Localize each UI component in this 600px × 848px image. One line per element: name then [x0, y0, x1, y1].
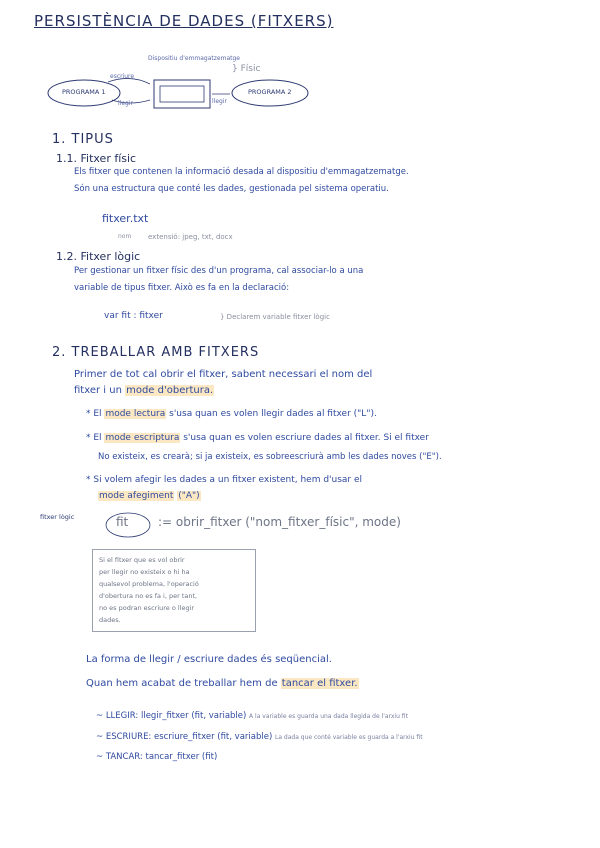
bullet-mode-lectura: * El mode lectura s'usa quan es volen llegir dades al fitxer ("L"). [86, 409, 377, 419]
filename-extension-note: extensió: jpeg, txt, docx [148, 233, 233, 241]
fitxer-logic-label: fitxer lògic [40, 513, 75, 521]
fit-variable: fit [116, 515, 129, 529]
op-escriure: ~ ESCRIURE: escriure_fitxer (fit, variable) La dada que conté variable es guarda a l'arxiu fit [96, 732, 423, 742]
mode-obertura-highlight: mode d'obertura. [126, 385, 214, 396]
op-llegir: ~ LLEGIR: llegir_fitxer (fit, variable) A la variable es guarda una dada llegida de l'arxiu fit [96, 711, 408, 721]
page-title: PERSISTÈNCIA DE DADES (FITXERS) [34, 12, 334, 30]
note-line: d'obertura no es fa i, per tant, [99, 592, 198, 600]
device-label: Dispositiu d'emmagatzematge [148, 55, 240, 62]
section1-2-heading: 1.2. Fitxer lògic [56, 250, 141, 263]
fisic-label: } Físic [232, 64, 261, 74]
bullet-mode-afegiment-cont: mode afegiment ("A") [99, 491, 200, 501]
llegir-label-left: llegir [118, 100, 133, 107]
section1-1-line2: Són una estructura que conté les dades, gestionada pel sistema operatiu. [74, 184, 389, 194]
note-line: Si el fitxer que es vol obrir [99, 556, 185, 564]
var-declaration: var fit : fitxer [104, 311, 163, 321]
note-line: dades. [99, 616, 121, 624]
op-tancar: ~ TANCAR: tancar_fitxer (fit) [96, 752, 218, 762]
note-line: per llegir no existeix o hi ha [99, 568, 190, 576]
sequential-note: La forma de llegir / escriure dades és seqüencial. [86, 654, 332, 665]
program1-label: PROGRAMA 1 [62, 88, 106, 96]
note-line: qualsevol problema, l'operació [99, 580, 199, 588]
filename-nom-note: nom [118, 233, 132, 240]
open-call: := obrir_fitxer ("nom_fitxer_físic", mode) [158, 515, 401, 529]
example-filename: fitxer.txt [102, 212, 149, 225]
section2-intro-line2: fitxer i un mode d'obertura. [74, 385, 214, 396]
section1-heading: 1. TIPUS [52, 132, 114, 147]
var-declaration-comment: } Declarem variable fitxer lògic [220, 313, 330, 321]
section2-heading: 2. TREBALLAR AMB FITXERS [52, 345, 260, 360]
escriure-label: escriure [110, 73, 135, 80]
close-note: Quan hem acabat de treballar hem de tancar el fitxer. [86, 678, 358, 689]
note-box [92, 549, 256, 632]
bullet-mode-afegiment: * Si volem afegir les dades a un fitxer existent, hem d'usar el [86, 475, 363, 485]
section1-1-heading: 1.1. Fitxer físic [56, 152, 137, 165]
storage-diagram [0, 48, 600, 120]
bullet-mode-escriptura-cont: No existeix, es crearà; si ja existeix, es sobreescriurà amb les dades noves ("E"). [98, 452, 442, 462]
program2-label: PROGRAMA 2 [248, 88, 292, 96]
device-inner-rect [160, 86, 204, 102]
section1-1-line1: Els fitxer que contenen la informació desada al dispositiu d'emmagatzematge. [74, 167, 409, 177]
device-rect [154, 80, 210, 108]
section1-2-line1: Per gestionar un fitxer físic des d'un programa, cal associar-lo a una [74, 266, 364, 276]
section2-intro-line1: Primer de tot cal obrir el fitxer, sabent necessari el nom del [74, 369, 373, 380]
bullet-mode-escriptura: * El mode escriptura s'usa quan es volen escriure dades al fitxer. Si el fitxer [86, 433, 429, 443]
llegir-label-right: llegir [212, 98, 227, 105]
section1-2-line2: variable de tipus fitxer. Això es fa en la declaració: [74, 283, 290, 293]
note-line: no es podran escriure o llegir [99, 604, 195, 612]
